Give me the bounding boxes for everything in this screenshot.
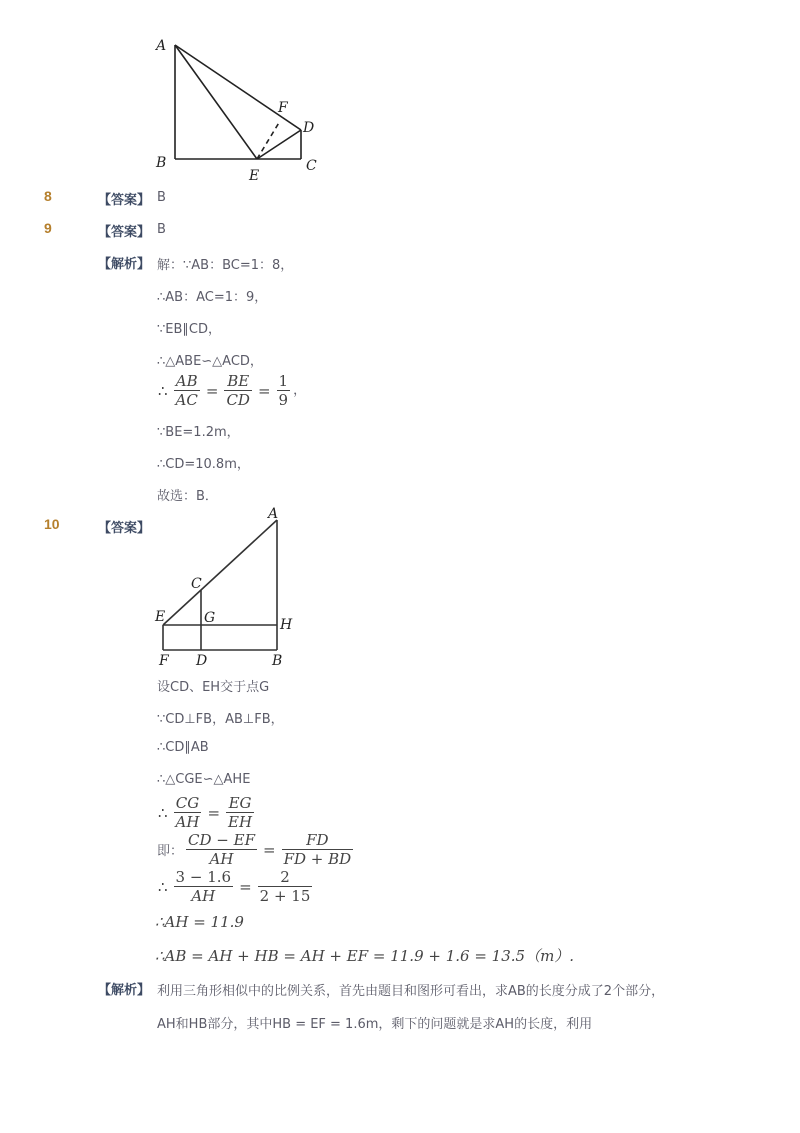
- question-number-9: 9: [44, 220, 52, 236]
- q10-line-1: 设CD、EH交于点G: [157, 680, 270, 695]
- fraction-2-over-2-plus-15: $\frac{2}{2 + 15}$: [259, 868, 311, 905]
- label-c: C: [191, 576, 202, 592]
- question-number-10: 10: [44, 516, 60, 532]
- q10-line-6: ∴AB = AH + HB = AH + EF = 11.9 + 1.6 = 13.5（m）.: [155, 947, 575, 965]
- q9-line-7: 故选：B．: [157, 489, 218, 504]
- answer-9: B: [157, 222, 166, 237]
- namely-label: 即：: [157, 844, 184, 859]
- fraction-3-minus-1.6-ah: $\frac{3 - 1.6}{AH}$: [175, 868, 232, 905]
- q10-line-4: ∴△CGE∽△AHE: [157, 772, 251, 787]
- label-e: E: [155, 609, 166, 625]
- equals-sign: =: [239, 877, 252, 896]
- q10-analysis-line-1: 利用三角形相似中的比例关系，首先由题目和图形可看出，求AB的长度分成了2个部分，: [157, 984, 665, 999]
- q9-line-5: ∵BE=1.2m，: [157, 425, 240, 440]
- fraction-be-cd: $\frac{BE}{CD}$: [226, 372, 250, 409]
- comma: ，: [293, 383, 307, 398]
- q9-line-1: 解：∵AB：BC=1：8，: [157, 258, 294, 273]
- label-d: D: [303, 120, 315, 136]
- q10-fraction-3: [155, 868, 315, 905]
- label-f: F: [159, 653, 169, 669]
- fraction-1-9: $\frac{1}{9}$: [278, 372, 289, 409]
- therefore-symbol: ∴: [158, 877, 168, 896]
- equals-sign: =: [257, 381, 271, 400]
- analysis-tag-9: 【解析】: [98, 257, 151, 272]
- answer-tag-8: 【答案】: [98, 193, 151, 208]
- equals-sign: =: [262, 840, 276, 859]
- q9-line-6: ∴CD=10.8m，: [157, 457, 250, 472]
- analysis-tag-10: 【解析】: [98, 983, 151, 998]
- q10-analysis-line-2: AH和HB部分，其中HB = EF = 1.6m，剩下的问题就是求AH的长度，利用: [157, 1017, 593, 1032]
- label-h: H: [280, 617, 293, 633]
- q10-line-3: ∴CD∥AB: [157, 740, 209, 755]
- figure-triangle-abcde: [150, 30, 330, 190]
- q9-line-4: ∴△ABE∽△ACD，: [157, 354, 263, 369]
- fraction-eg-eh: $\frac{EG}{EH}$: [228, 794, 253, 831]
- label-c: C: [306, 158, 317, 174]
- label-b: B: [156, 155, 167, 171]
- q9-line-2: ∴AB：AC=1：9，: [157, 290, 268, 305]
- label-d: D: [196, 653, 208, 669]
- fraction-cg-ah: $\frac{CG}{AH}$: [175, 794, 200, 831]
- label-g: G: [204, 610, 216, 626]
- equals-sign: =: [205, 381, 219, 400]
- q9-line-3: ∵EB∥CD，: [157, 322, 221, 337]
- answer-tag-9: 【答案】: [98, 225, 151, 240]
- q10-line-5: ∴AH = 11.9: [155, 913, 244, 931]
- label-f: F: [278, 100, 288, 116]
- answer-tag-10: 【答案】: [98, 521, 151, 536]
- label-a: A: [268, 506, 279, 522]
- fraction-ab-ac: $\frac{AB}{AC}$: [175, 372, 198, 409]
- answer-8: B: [157, 190, 166, 205]
- fraction-cd-minus-ef-ah: $\frac{CD - EF}{AH}$: [188, 831, 255, 868]
- figure-similar-triangles: [150, 502, 300, 672]
- q10-line-2: ∵CD⊥FB，AB⊥FB，: [157, 712, 284, 727]
- q10-fraction-2: [157, 831, 356, 868]
- q9-fraction-line: [155, 372, 306, 409]
- equals-sign: =: [207, 803, 221, 822]
- question-number-8: 8: [44, 188, 52, 204]
- therefore-symbol: ∴: [158, 381, 168, 400]
- q10-fraction-1: [155, 794, 257, 831]
- label-b: B: [272, 653, 283, 669]
- label-a: A: [156, 38, 167, 54]
- label-e: E: [249, 168, 260, 184]
- therefore-symbol: ∴: [158, 803, 168, 822]
- fraction-fd-fd-plus-bd: $\frac{FD}{FD + BD}$: [283, 831, 352, 868]
